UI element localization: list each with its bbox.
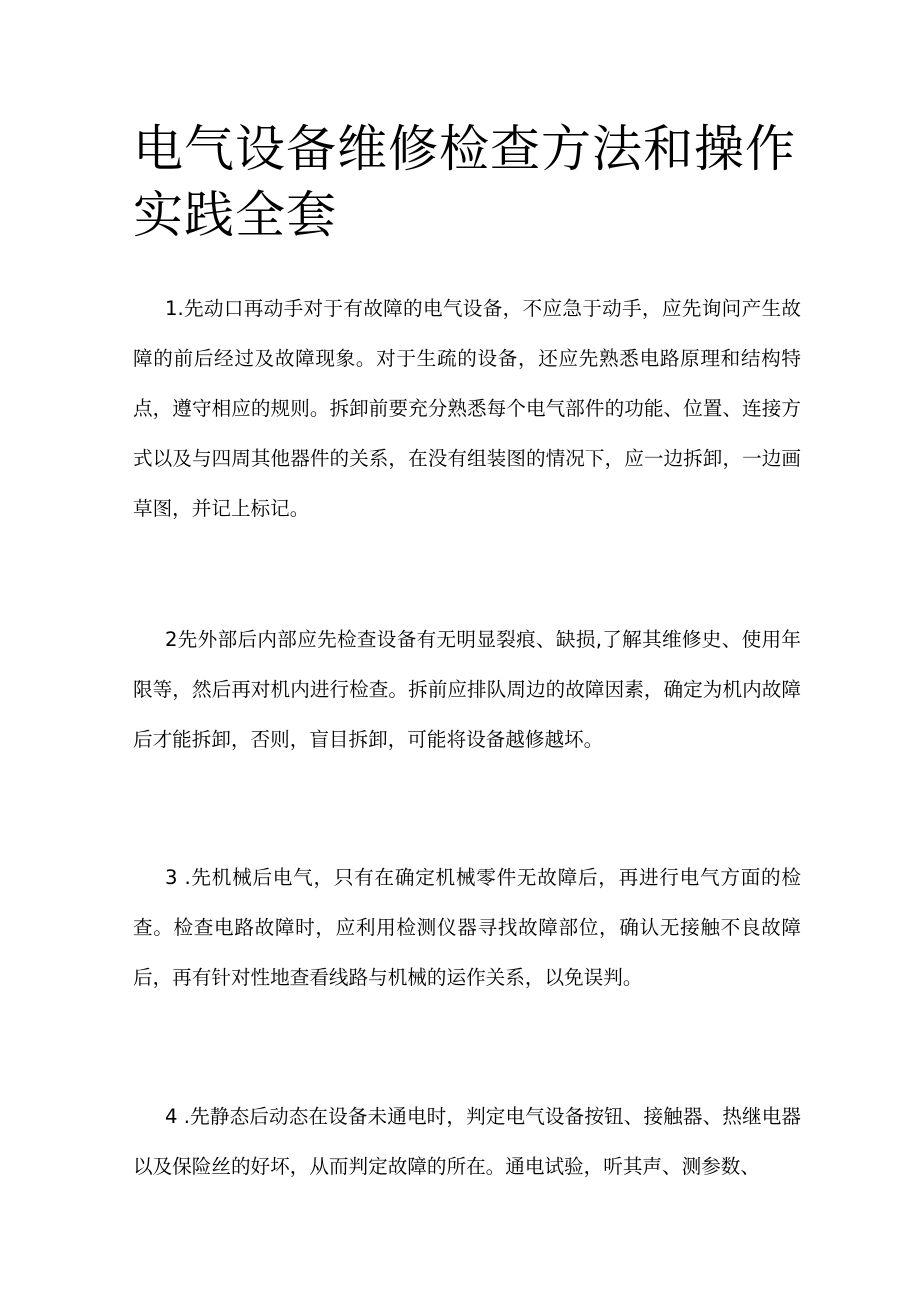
paragraph-1: 1.先动口再动手对于有故障的电气设备，不应急于动手，应先询问产生故障的前后经过及故障现象。对于生疏的设备，还应先熟悉电路原理和结构特点，遵守相应的规则。拆卸前要充分熟悉每个电气部件的功能、位置、连接方式以及与四周其他器件的关系，在没有组装图的情况下，应一边拆卸，一边画草图，并记上标记。	[133, 297, 801, 520]
document-title: 电气设备维修检查方法和操作实践全套	[133, 120, 796, 244]
paragraph-4: 4 .先静态后动态在设备未通电时，判定电气设备按钮、接触器、热继电器以及保险丝的好坏，从而判定故障的所在。通电试验，听其声、测参数、	[133, 1105, 801, 1178]
paragraph-2: 2先外部后内部应先检查设备有无明显裂痕、缺损,了解其维修史、使用年限等，然后再对机内进行检查。拆前应排队周边的故障因素，确定为机内故障后才能拆卸，否则，盲目拆卸，可能将设备越修越坏。	[133, 628, 801, 751]
paragraph-3: 3 .先机械后电气，只有在确定机械零件无故障后，再进行电气方面的检查。检查电路故障时，应利用检测仪器寻找故障部位，确认无接触不良故障后，再有针对性地查看线路与机械的运作关系，以免误判。	[133, 866, 801, 989]
